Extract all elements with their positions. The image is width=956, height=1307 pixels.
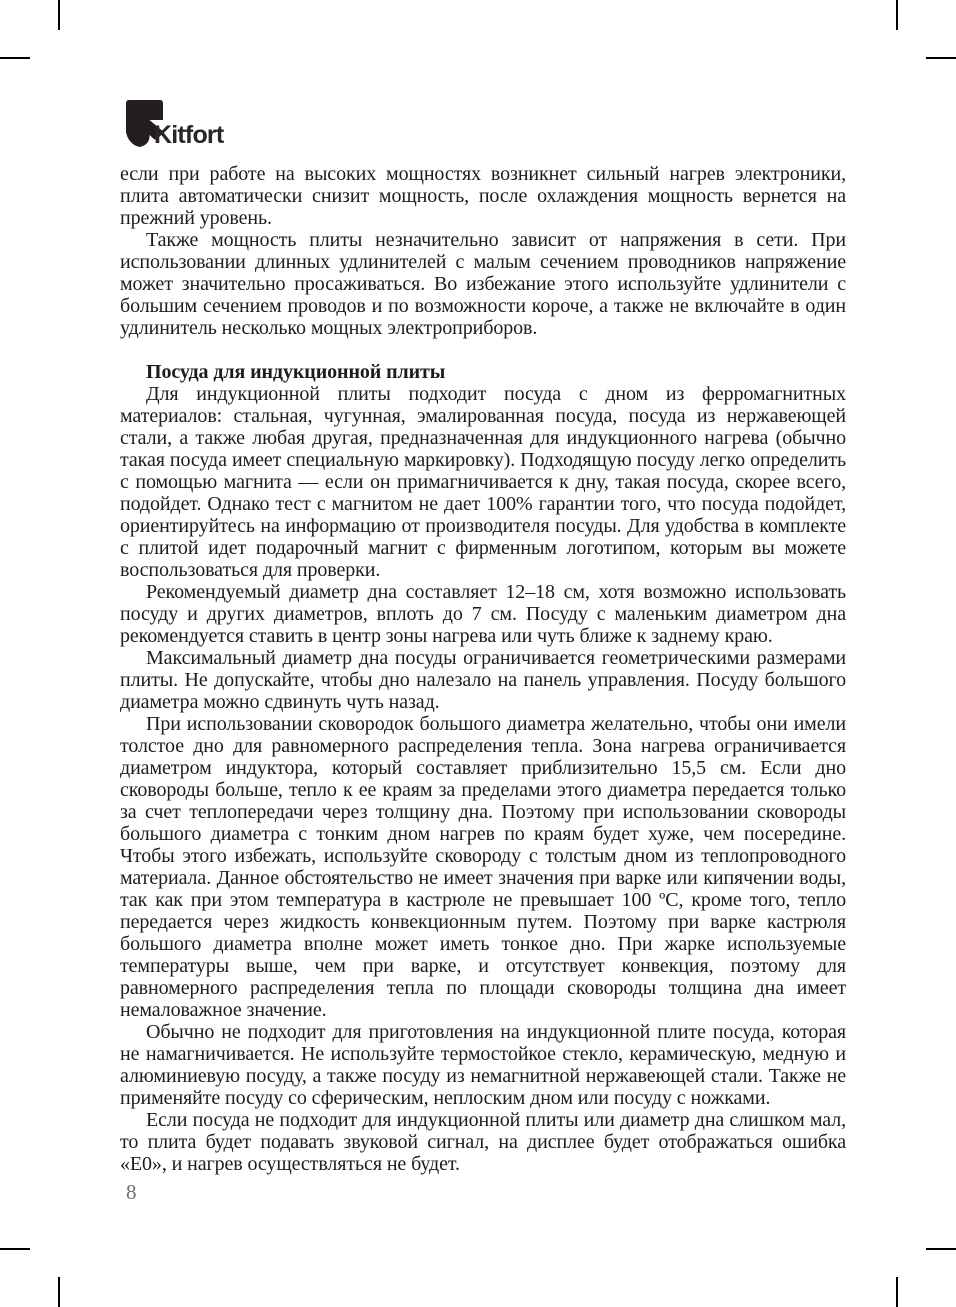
crop-mark-bottom-left-vertical (58, 1277, 60, 1307)
para-recommended-diameter: Рекомендуемый диаметр дна составляет 12–18 см, хотя возможно использовать посуду и других диаметров, вплоть до 7 см. Посуду с маленьким диаметром дна рекомендуется ставить в центр зоны нагрева или чуть ближе к заднему краю. (120, 581, 846, 647)
para-error-e0: Если посуда не подходит для индукционной плиты или диаметр дна слишком мал, то плита будет подавать звуковой сигнал, на дисплее будет отображаться ошибка «Е0», и нагрев осуществляться не будет. (120, 1109, 846, 1175)
para-overheat-protection: если при работе на высоких мощностях возникнет сильный нагрев электроники, плита автоматически снизит мощность, после охлаждения мощность вернется на прежний уровень. (120, 163, 846, 229)
para-mains-voltage: Также мощность плиты незначительно зависит от напряжения в сети. При использовании длинных удлинителей с малым сечением проводников напряжение может значительно просаживаться. Во избежание этого используйте удлинители с большим сечением проводов и по возможности короче, а также не включайте в один удлинитель несколько мощных электроприборов. (120, 229, 846, 339)
section-heading-cookware: Посуда для индукционной плиты (146, 361, 446, 383)
crop-mark-top-left-horizontal (0, 57, 30, 59)
crop-mark-bottom-right-horizontal (926, 1248, 956, 1250)
kitfort-wordmark: Kitfort (154, 121, 224, 149)
crop-mark-top-right-horizontal (926, 57, 956, 59)
crop-mark-bottom-right-vertical (896, 1277, 898, 1307)
para-thick-bottom-pans: При использовании сковородок большого диаметра желательно, чтобы они имели толстое дно для равномерного распределения тепла. Зона нагрева ограничивается диаметром индуктора, который составляет приблизительно 15,5 см. Если дно сковороды больше, тепло к ее краям за пределами этого диаметра передается только за счет теплопередачи через толщину дна. Поэтому при использовании сковороды большого диаметра с тонким дном нагрев по краям будет хуже, чем посередине. Чтобы этого избежать, используйте сковороду с толстым дном из теплопроводного материала. Данное обстоятельство не имеет значения при варке или кипячении воды, так как при этом температура в кастрюле не превышает 100 ºС, кроме того, тепло передается через жидкость конвекционным путем. Поэтому при варке кастрюля большого диаметра вполне может иметь тонкое дно. При жарке используемые температуры выше, чем при варке, и отсутствует конвекция, поэтому для равномерного распределения тепла по площади сковороды толщина дна имеет немаловажное значение. (120, 713, 846, 1021)
para-max-diameter: Максимальный диаметр дна посуды ограничивается геометрическими размерами плиты. Не допускайте, чтобы дно налезало на панель управления. Посуду большого диаметра можно сдвинуть чуть назад. (120, 647, 846, 713)
crop-mark-top-right-vertical (896, 0, 898, 30)
kitfort-logo (126, 100, 256, 150)
para-cookware-materials: Для индукционной плиты подходит посуда с дном из ферромагнитных материалов: стальная, чугунная, эмалированная посуда, посуда из нержавеющей стали, а также любая другая, предназначенная для индукционного нагрева (обычно такая посуда имеет специальную маркировку). Подходящую посуду легко определить с помощью магнита — если он примагничивается к дну, такая посуда, скорее всего, подойдет. Однако тест с магнитом не дает 100% гарантии того, что посуда подойдет, ориентируйтесь на информацию от производителя посуды. Для удобства в комплекте с плитой идет подарочный магнит с фирменным логотипом, которым вы можете воспользоваться для проверки. (120, 383, 846, 581)
crop-mark-top-left-vertical (58, 0, 60, 30)
para-unsuitable-cookware: Обычно не подходит для приготовления на индукционной плите посуда, которая не намагничивается. Не используйте термостойкое стекло, керамическую, медную и алюминиевую посуду, а также посуду из немагнитной нержавеющей стали. Также не применяйте посуду со сферическим, неплоским дном или посуду с ножками. (120, 1021, 846, 1109)
page-number: 8 (126, 1180, 137, 1204)
body-text (120, 163, 846, 1175)
crop-mark-bottom-left-horizontal (0, 1248, 30, 1250)
